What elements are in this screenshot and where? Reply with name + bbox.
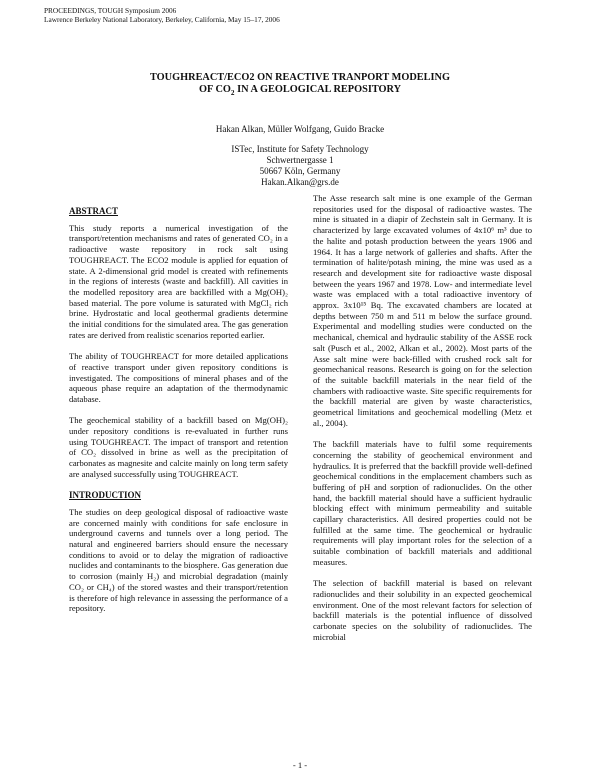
introduction-paragraph-1: The studies on deep geological disposal of radioactive waste are concerned mainly with conditions for safe enclosure in underground caverns and tunnels over a long period. The natural and engineered barriers should ensure the necessary conditions to avoid or to delay the migration of radioactive nuclides and contaminants to the biosphere. Gas generation due to corrosion (mainly H₂) and microbial degradation (mainly CO₂ or CH₄) of the stored wastes and their transport/retention is therefore of high relevance in assessing the performance of a repository. [69,506,288,614]
page-number: - 1 - [292,760,308,770]
right-paragraph-2: The backfill materials have to fulfil some requirements concerning the stability of geochemical environment and hydraulics. It is preferred that the backfill provide well-defined geochemical conditions in the emplacement chambers such as buffering of pH and sorption of radionuclides. On the other hand, the backfill material should have a sufficient hydraulic blocking effect with minimum permeability and suitable capillary characteristics. All desired properties could not be fulfilled at the same time. The geochemical or hydraulic requirements will play important roles for the selection of a suitable combination of backfill materials and additional measures. [313,439,532,567]
abstract-heading: ABSTRACT [69,206,119,216]
authors: Hakan Alkan, Müller Wolfgang, Guido Bracke [215,124,385,134]
header-line-2: Lawrence Berkeley National Laboratory, Berkeley, California, May 15–17, 2006 [44,15,280,24]
affiliation-org: ISTec, Institute for Safety Technology [231,144,369,154]
proceedings-header [44,6,280,24]
affiliation-city: 50667 Köln, Germany [259,166,341,176]
affiliation [0,144,600,188]
title-line-1: TOUGHREACT/ECO2 ON REACTIVE TRANPORT MODELING [149,72,450,83]
introduction-heading: INTRODUCTION [69,490,142,501]
title-line-2: OF $CO_2$ IN A GEOLOGICAL REPOSITORY [198,84,402,98]
abstract-paragraph-3: The geochemical stability of a backfill based on Mg(OH)₂ under repository conditions is re-evaluated in further runs using TOUGHREACT. The impact of transport and retention of CO₂ dissolved in brine as well as the precipitation of carbonates as magnesite and calcite mainly on long term safety are analysed successfully using TOUGHREACT. [69,415,288,479]
left-column [69,206,288,625]
affiliation-street: Schwertnergasse 1 [266,155,334,165]
abstract-paragraph-1: This study reports a numerical investigation of the transport/retention mechanisms and rates of generated CO₂ in a radioactive waste repository in rock salt using TOUGHREACT. The ECO2 module is applied for equation of state. A 2-dimensional grid model is created with refinements in the regions of interests (waste and backfill). All cavities in the modelled repository area are backfilled with a Mg(OH)₂ based material. The pore volume is saturated with MgCl₂ rich brine. Hydrostatic and local geothermal gradients determine the initial conditions for the simulated area. The gas generation rates are derived from realistic scenarios reported earlier. [69,222,288,340]
right-paragraph-3: The selection of backfill material is based on relevant radionuclides and their solubility in an expected geochemical environment. One of the most relevant factors for selection of backfill materials is the potential influence of dissolved carbonate species on the solubility of radionuclides. The microbial [313,578,532,642]
affiliation-email: Hakan.Alkan@grs.de [261,177,339,187]
right-column [313,193,532,653]
right-paragraph-1: The Asse research salt mine is one example of the German repositories used for the disposal of radioactive wastes. The mine is situated in a diapir of Zechstein salt in Germany. It is characterized by large excavated volumes of 4x10⁶ m³ due to the halite and potash production between the years 1906 and 1964. It has a large network of galleries and shafts. After the termination of halite/potash mining, the mine was used as a research and development site for radioactive waste disposal between the years 1967 and 1978. Low- and intermediate level waste was emplaced with a total radioactive inventory of approx. 3x10¹⁵ Bq. The excavated chambers are located at depths between 750 m and 511 m below the surface ground. Experimental and modelling studies were conducted on the mechanical, chemical and hydraulic stability of the ASSE rock salt (Pusch et al., 2002, Alkan et al., 2002). Most parts of the Asse salt mine were back-filled with crushed rock salt for geomechanical reasons. Research is going on for the selection of the suitable backfill materials in the near field of the chambers with radioactive waste. Site specific requirements for the backfill material are given by waste characteristics, geometrical limitations and geochemical modelling (Metz et al., 2004). [313,193,532,428]
header-line-1: PROCEEDINGS, TOUGH Symposium 2006 [44,6,177,15]
abstract-paragraph-2: The ability of TOUGHREACT for more detailed applications of reactive transport under given repository conditions is investigated. The compositions of mineral phases and of the aqueous phase require an adaptation of the thermodynamic database. [69,351,288,404]
paper-title [0,72,600,96]
